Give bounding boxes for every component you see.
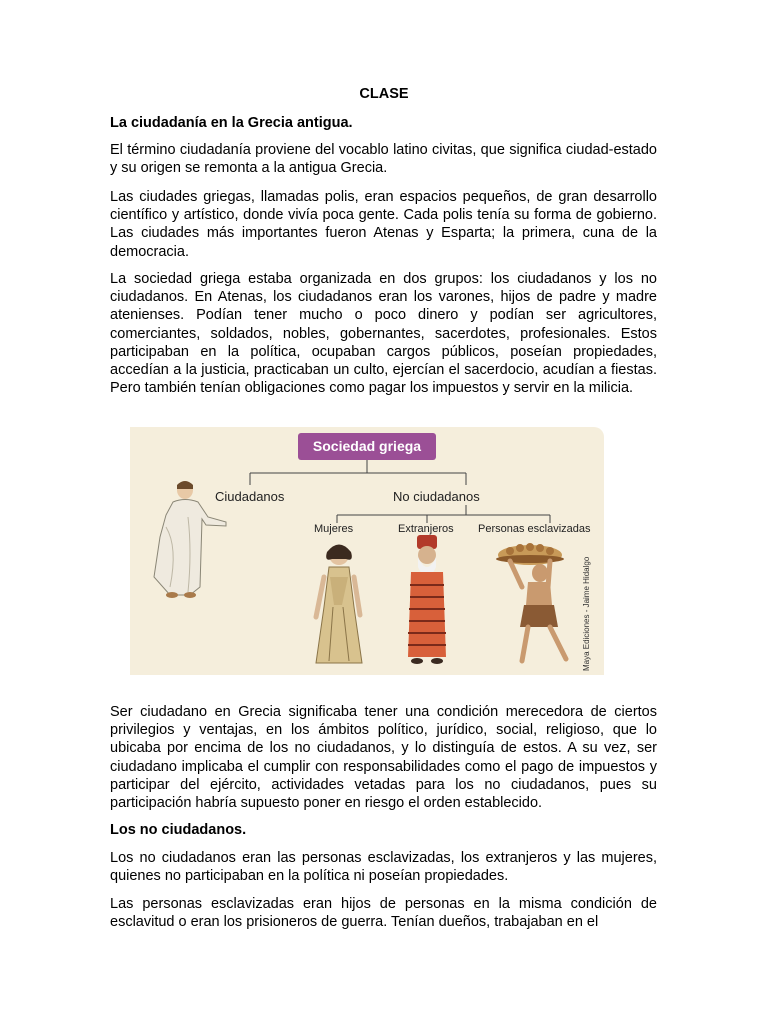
paragraph-2: Las ciudades griegas, llamadas polis, eran espacios pequeños, de gran desarrollo científico y artístico, donde vivía poca gente. Cada polis tenía su forma de gobierno. Las ciudades más importantes fueron Atenas y Esparta; la primera, cuna de la democracia.	[110, 189, 657, 260]
diagram-label-extranjeros: Extranjeros	[398, 523, 454, 535]
diagram-label-personas-esclavizadas: Personas esclavizadas	[478, 523, 591, 535]
paragraph-1: El término ciudadanía proviene del vocablo latino civitas, que significa ciudad-estado y su origen se remonta a la antigua Grecia.	[110, 142, 657, 177]
enslaved-person-figure	[496, 543, 566, 661]
diagram-label-ciudadanos: Ciudadanos	[215, 489, 285, 504]
diagram-label-no-ciudadanos: No ciudadanos	[393, 489, 480, 504]
diagram-illustration	[130, 427, 604, 675]
paragraph-6: Las personas esclavizadas eran hijos de personas en la misma condición de esclavitud o eran los prisioneros de guerra. Tenían dueños, trabajaban en el	[110, 896, 657, 931]
paragraph-4: Ser ciudadano en Grecia significaba tener una condición merecedora de ciertos privilegios y ventajas, en los ámbitos político, jurídico, social, religioso, que lo ubicaba por encima de los no ciudadanos, y lo distinguía de estos. A su vez, ser ciudadano implicaba el cumplir con responsabilidades como el pago de impuestos y participar del ejército, actividades vetadas para los no ciudadanos, pues su participación habría supuesto poner en riesgo el orden establecido.	[110, 704, 657, 812]
paragraph-3: La sociedad griega estaba organizada en dos grupos: los ciudadanos y los no ciudadanos. En Atenas, los ciudadanos eran los varones, hijos de padre y madre atenienses. Podían tener mucho o poco dinero y podían ser agricultores, comerciantes, soldados, nobles, gobernantes, sacerdotes, profesionales. Estos participaban en la política, ocupaban cargos públicos, poseían propiedades, accedían a la justicia, practicaban un culto, ejercían el sacerdocio, acudían a fiestas. Pero también tenían obligaciones como pagar los impuestos y servir en la milicia.	[110, 271, 657, 397]
page-title: CLASE	[359, 86, 409, 102]
paragraph-5: Los no ciudadanos eran las personas esclavizadas, los extranjeros y las mujeres, quienes no participaban en la política ni poseían propiedades.	[110, 850, 657, 885]
diagram-label-mujeres: Mujeres	[314, 523, 354, 535]
woman-figure	[316, 545, 362, 664]
section-heading-ciudadania: La ciudadanía en la Grecia antigua.	[110, 115, 353, 131]
diagram-root-box: Sociedad griega	[298, 433, 436, 460]
society-diagram	[130, 427, 604, 675]
section-heading-no-ciudadanos: Los no ciudadanos.	[110, 822, 247, 838]
image-credit: Maya Ediciones - Jaime Hidalgo	[582, 556, 591, 671]
foreigner-figure	[408, 535, 446, 664]
